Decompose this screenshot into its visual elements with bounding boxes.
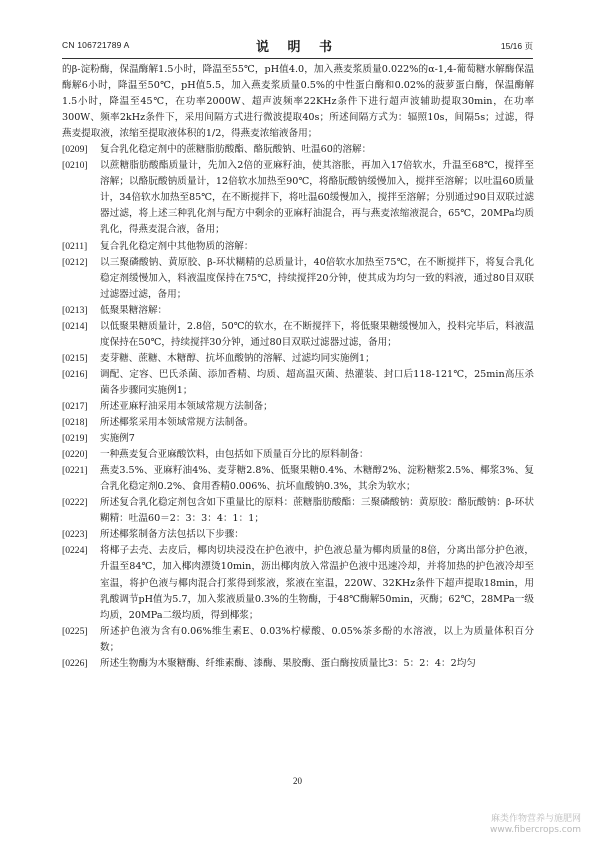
- paragraph-number: [0224]: [62, 545, 88, 557]
- paragraph-text: 以蔗糖脂肪酸酯质量计，先加入2倍的亚麻籽油，使其溶胀，再加入17倍软水，升温至68℃，搅拌至溶解；以酪朊酸钠质量计，12倍软水加热至90℃，将酪朊酸钠缓慢加入，搅拌至溶解；以吐温60质量计，34倍软水加热至85℃，在不断搅拌下，将吐温60缓慢加入，搅拌至溶解；分别通过90目双联过滤器过滤，将上述三种乳化剂与配方中剩余的亚麻籽油混合，再与燕麦浓缩液混合，65℃，20MPa均质乳化，得燕麦混合液，备用；: [100, 160, 534, 236]
- paragraph-number: [0210]: [62, 160, 88, 172]
- paragraph: [62, 656, 534, 672]
- paragraph-number: [0217]: [62, 400, 88, 412]
- paragraph-text: 一种燕麦复合亚麻酸饮料，由包括如下质量百分比的原料制备：: [100, 449, 369, 461]
- paragraph-text: 将椰子去壳、去皮后，椰肉切块浸没在护色液中，护色液总量为椰肉质量的8倍，分离出部分护色液，升温至84℃，加入椰肉漂烫10min，沥出椰肉放入常温护色液中迅速冷却，并将加热的护色液冷却至室温，将护色液与椰肉混合打浆得到浆液，浆液在室温，220W、32KHz条件下超声提取18min，用乳酸调节pH值为5.7，加入浆液质量0.3%的生物酶，于48℃酶解50min，灭酶；62℃，28MPa一级均质，20MPa二级均质，得到椰浆；: [100, 545, 534, 621]
- paragraph-number: [0225]: [62, 625, 88, 637]
- paragraph-text: 所述亚麻籽油采用本领域常规方法制备；: [100, 400, 273, 412]
- paragraph-number: [0219]: [62, 433, 88, 445]
- paragraph: [62, 255, 534, 303]
- paragraph: [62, 624, 534, 656]
- paragraph: [62, 495, 534, 527]
- paragraph: [62, 351, 534, 367]
- paragraph: [62, 239, 534, 255]
- paragraph-number: [0226]: [62, 657, 88, 669]
- paragraph-text: 调配、定容、巴氏杀菌、添加香精、均质、超高温灭菌、热灌装、封口后118-121℃，25min高压杀菌各步骤同实施例1；: [100, 368, 534, 396]
- paragraph: [62, 367, 534, 399]
- header-divider: [62, 58, 533, 59]
- watermark-name: 麻类作物营养与施肥网: [490, 814, 581, 824]
- paragraph-text: 以三聚磷酸钠、黄原胶、β-环状糊精的总质量计，40倍软水加热至75℃，在不断搅拌下，将复合乳化稳定剂缓慢加入，料液温度保持在75℃，持续搅拌20分钟，使其成为均匀一致的料液，通过80目双联过滤器过滤，备用；: [100, 256, 534, 300]
- paragraph-text: 复合乳化稳定剂中其他物质的溶解：: [100, 240, 254, 252]
- paragraph-text: 的β-淀粉酶，保温酶解1.5小时，降温至55℃，pH值4.0，加入燕麦浆质量0.022%的α-1,4-葡萄糖水解酶保温酶解6小时，降温至50℃，pH值5.5，加入燕麦浆质量0.5%的中性蛋白酶和0.02%的菠萝蛋白酶，保温酶解1.5小时，降温至45℃，在功率2000W、超声波频率22KHz条件下进行超声波辅助提取30min，在功率300W、频率2kHz条件下，采用间隔方式进行微波提取40s；所述间隔方式为：辐照10s，间隔5s；过滤，得燕麦提取液，浓缩至提取液体积的1/2，得燕麦浓缩液备用；: [62, 64, 534, 140]
- paragraph-text: 复合乳化稳定剂中的蔗糖脂肪酸酯、酪朊酸钠、吐温60的溶解：: [100, 144, 372, 156]
- page-info: 15/16 页: [500, 41, 533, 51]
- paragraph-text: 所述椰浆采用本领域常规方法制备。: [100, 417, 254, 429]
- paragraph-number: [0222]: [62, 497, 88, 509]
- paragraph-number: [0213]: [62, 304, 88, 316]
- paragraph: [62, 415, 534, 431]
- paragraph: [62, 527, 534, 543]
- paragraph-number: [0218]: [62, 417, 88, 429]
- page-header: [62, 36, 533, 56]
- paragraph: [62, 399, 534, 415]
- description-body: [62, 62, 534, 672]
- paragraph: [62, 543, 534, 623]
- document-title: 说 明 书: [255, 40, 340, 55]
- paragraph-number: [0216]: [62, 368, 88, 380]
- paragraph-number: [0214]: [62, 320, 88, 332]
- watermark-url: www.fibercrops.com: [490, 825, 581, 835]
- watermark: [490, 814, 581, 836]
- paragraph-text: 所述复合乳化稳定剂包含如下重量比的原料：蔗糖脂肪酸酯：三聚磷酸钠：黄原胶：酪朊酸钠：β-环状糊精：吐温60＝2：3：3：4：1：1；: [100, 497, 534, 525]
- paragraph: [62, 463, 534, 495]
- paragraph-text: 燕麦3.5%、亚麻籽油4%、麦芽糖2.8%、低聚果糖0.4%、木糖醇2%、淀粉糖浆2.5%、椰浆3%、复合乳化稳定剂0.2%、食用香精0.006%、抗坏血酸钠0.3%，其余为软水；: [100, 465, 534, 493]
- paragraph: [62, 319, 534, 351]
- paragraph: [62, 303, 534, 319]
- patent-number: CN 106721789 A: [62, 40, 130, 50]
- paragraph-text: 实施例7: [100, 433, 135, 445]
- paragraph-number: [0212]: [62, 256, 88, 268]
- paragraph: [62, 431, 534, 447]
- paragraph: [62, 62, 534, 142]
- paragraph-text: 所述生物酶为木聚糖酶、纤维素酶、漆酶、果胶酶、蛋白酶按质量比3：5：2：4：2均匀: [100, 657, 476, 669]
- paragraph-text: 以低聚果糖质量计，2.8倍，50℃的软水，在不断搅拌下，将低聚果糖缓慢加入，投料完毕后，料液温度保持在50℃，持续搅拌30分钟，通过80目双联过滤器过滤，备用；: [100, 320, 534, 348]
- paragraph-number: [0220]: [62, 449, 88, 461]
- paragraph-text: 麦芽糖、蔗糖、木糖醇、抗坏血酸钠的溶解、过滤均同实施例1；: [100, 352, 375, 364]
- paragraph-number: [0211]: [62, 240, 88, 252]
- paragraph: [62, 158, 534, 238]
- paragraph-number: [0223]: [62, 529, 88, 541]
- paragraph-number: [0221]: [62, 465, 88, 477]
- paragraph: [62, 142, 534, 158]
- paragraph-number: [0209]: [62, 144, 88, 156]
- paragraph-text: 所述护色液为含有0.06%维生素E、0.03%柠檬酸、0.05%茶多酚的水溶液，以上为质量体积百分数；: [100, 625, 534, 653]
- paragraph-text: 所述椰浆制备方法包括以下步骤：: [100, 529, 244, 541]
- paragraph-number: [0215]: [62, 352, 88, 364]
- page-number: 20: [293, 776, 302, 786]
- paragraph-text: 低聚果糖溶解：: [100, 304, 168, 316]
- paragraph: [62, 447, 534, 463]
